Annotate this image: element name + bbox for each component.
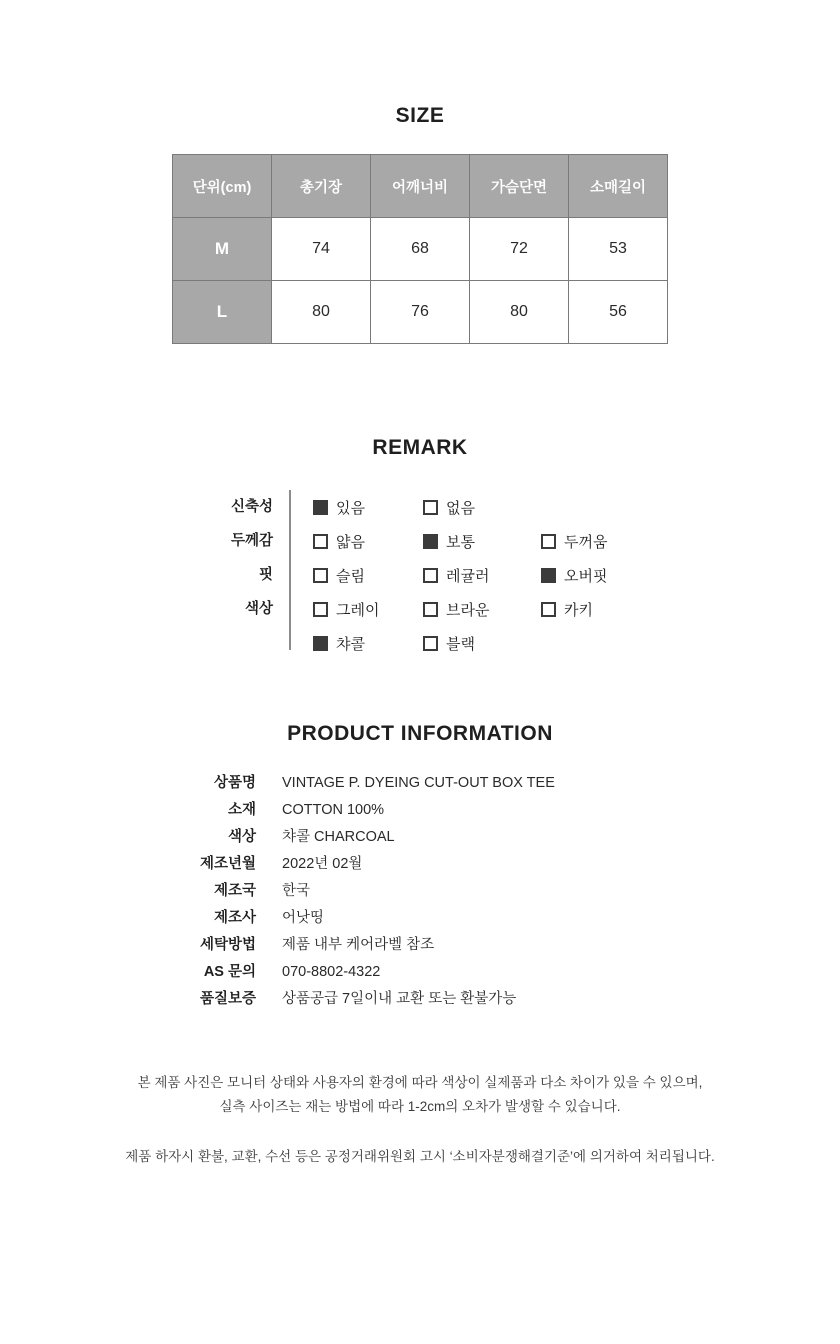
pi-value-manufacturer: 어낫띵 [282,910,325,926]
remark-row-thickness [313,524,659,558]
remark-row-color-1 [313,592,659,626]
pi-key-manufacturer: 제조사 [213,910,256,926]
product-information-container [0,770,840,1013]
remark-option-fit-slim[interactable]: 슬림 [313,565,405,586]
pi-key-manufacture-date: 제조년월 [199,856,256,872]
pi-value-as-contact: 070-8802-4322 [282,964,381,980]
size-col-shoulder: 어깨너비 [371,155,470,218]
remark-label-thickness: 두께감 [230,533,273,549]
size-l-length: 80 [272,281,371,344]
pi-value-color: 챠콜 CHARCOAL [282,829,395,845]
remark-label-stretch: 신축성 [230,499,273,515]
pi-value-material: COTTON 100% [282,802,385,818]
product-information-value-column [282,770,702,1013]
pi-value-wash: 제품 내부 케어라벨 참조 [282,937,435,953]
size-row-label-l: L [173,281,272,344]
checkbox-icon [423,534,438,549]
size-col-chest: 가슴단면 [470,155,569,218]
checkbox-icon [313,602,328,617]
size-table-header-row [173,155,668,218]
pi-key-wash: 세탁방법 [199,937,256,953]
pi-key-name: 상품명 [213,775,256,791]
pi-key-material: 소재 [227,802,256,818]
checkbox-icon [423,636,438,651]
product-information-title: PRODUCT INFORMATION [287,722,553,745]
disclaimer-notes [0,1071,840,1169]
table-row [173,281,668,344]
remark-options-column [313,490,659,660]
remark-option-thickness-thin[interactable]: 얇음 [313,531,405,552]
note-line-3: 제품 하자시 환불, 교환, 수선 등은 공정거래위원회 고시 ‘소비자분쟁해결기준’에 의거하여 처리됩니다. [125,1149,715,1164]
remark-option-thickness-thick[interactable]: 두꺼움 [541,531,641,552]
pi-key-as-contact: AS 문의 [203,964,256,980]
remark-option-color-gray[interactable]: 그레이 [313,599,405,620]
checkbox-icon [313,500,328,515]
pi-value-country: 한국 [282,883,311,899]
checkbox-icon [423,568,438,583]
product-detail-page [0,104,840,1344]
remark-row-stretch [313,490,659,524]
note-line-1: 본 제품 사진은 모니터 상태와 사용자의 환경에 따라 색상이 실제품과 다소 차이가 있을 수 있으며, [137,1075,703,1090]
remark-option-color-charcoal[interactable]: 챠콜 [313,633,405,654]
checkbox-icon [541,568,556,583]
remark-row-fit [313,558,659,592]
checkbox-icon [423,602,438,617]
checkbox-icon [541,534,556,549]
remark-option-fit-regular[interactable]: 레귤러 [423,565,523,586]
remark-divider [289,490,291,650]
size-m-sleeve: 53 [569,218,668,281]
checkbox-icon [313,636,328,651]
remark-container [0,490,840,660]
remark-option-thickness-normal[interactable]: 보통 [423,531,523,552]
remark-option-stretch-yes[interactable]: 있음 [313,497,405,518]
remark-option-color-brown[interactable]: 브라운 [423,599,523,620]
size-l-shoulder: 76 [371,281,470,344]
pi-key-color: 색상 [227,829,256,845]
size-m-shoulder: 68 [371,218,470,281]
pi-value-warranty: 상품공급 7일이내 교환 또는 환불가능 [282,991,517,1007]
remark-row-color-2 [313,626,659,660]
size-m-chest: 72 [470,218,569,281]
size-l-chest: 80 [470,281,569,344]
pi-key-warranty: 품질보증 [199,991,256,1007]
remark-label-color: 색상 [244,601,273,617]
remark-label-column [181,490,289,660]
remark-option-fit-over[interactable]: 오버핏 [541,565,641,586]
size-table-container [0,154,840,344]
size-section-title: SIZE [395,104,445,127]
size-table [172,154,668,344]
remark-label-fit: 핏 [258,567,273,583]
size-m-length: 74 [272,218,371,281]
table-row [173,218,668,281]
product-information-key-column [138,770,282,1013]
checkbox-icon [423,500,438,515]
remark-option-color-black[interactable]: 블랙 [423,633,523,654]
checkbox-icon [313,534,328,549]
pi-value-manufacture-date: 2022년 02월 [282,856,363,872]
note-line-2: 실측 사이즈는 재는 방법에 따라 1-2cm의 오차가 발생할 수 있습니다. [219,1099,621,1114]
remark-option-stretch-no[interactable]: 없음 [423,497,523,518]
remark-option-color-khaki[interactable]: 카키 [541,599,641,620]
checkbox-icon [541,602,556,617]
remark-section-title: REMARK [372,436,468,459]
size-col-length: 총기장 [272,155,371,218]
pi-key-country: 제조국 [213,883,256,899]
size-col-unit: 단위(cm) [173,155,272,218]
size-row-label-m: M [173,218,272,281]
size-col-sleeve: 소매길이 [569,155,668,218]
pi-value-name: VINTAGE P. DYEING CUT-OUT BOX TEE [282,775,555,791]
size-l-sleeve: 56 [569,281,668,344]
checkbox-icon [313,568,328,583]
